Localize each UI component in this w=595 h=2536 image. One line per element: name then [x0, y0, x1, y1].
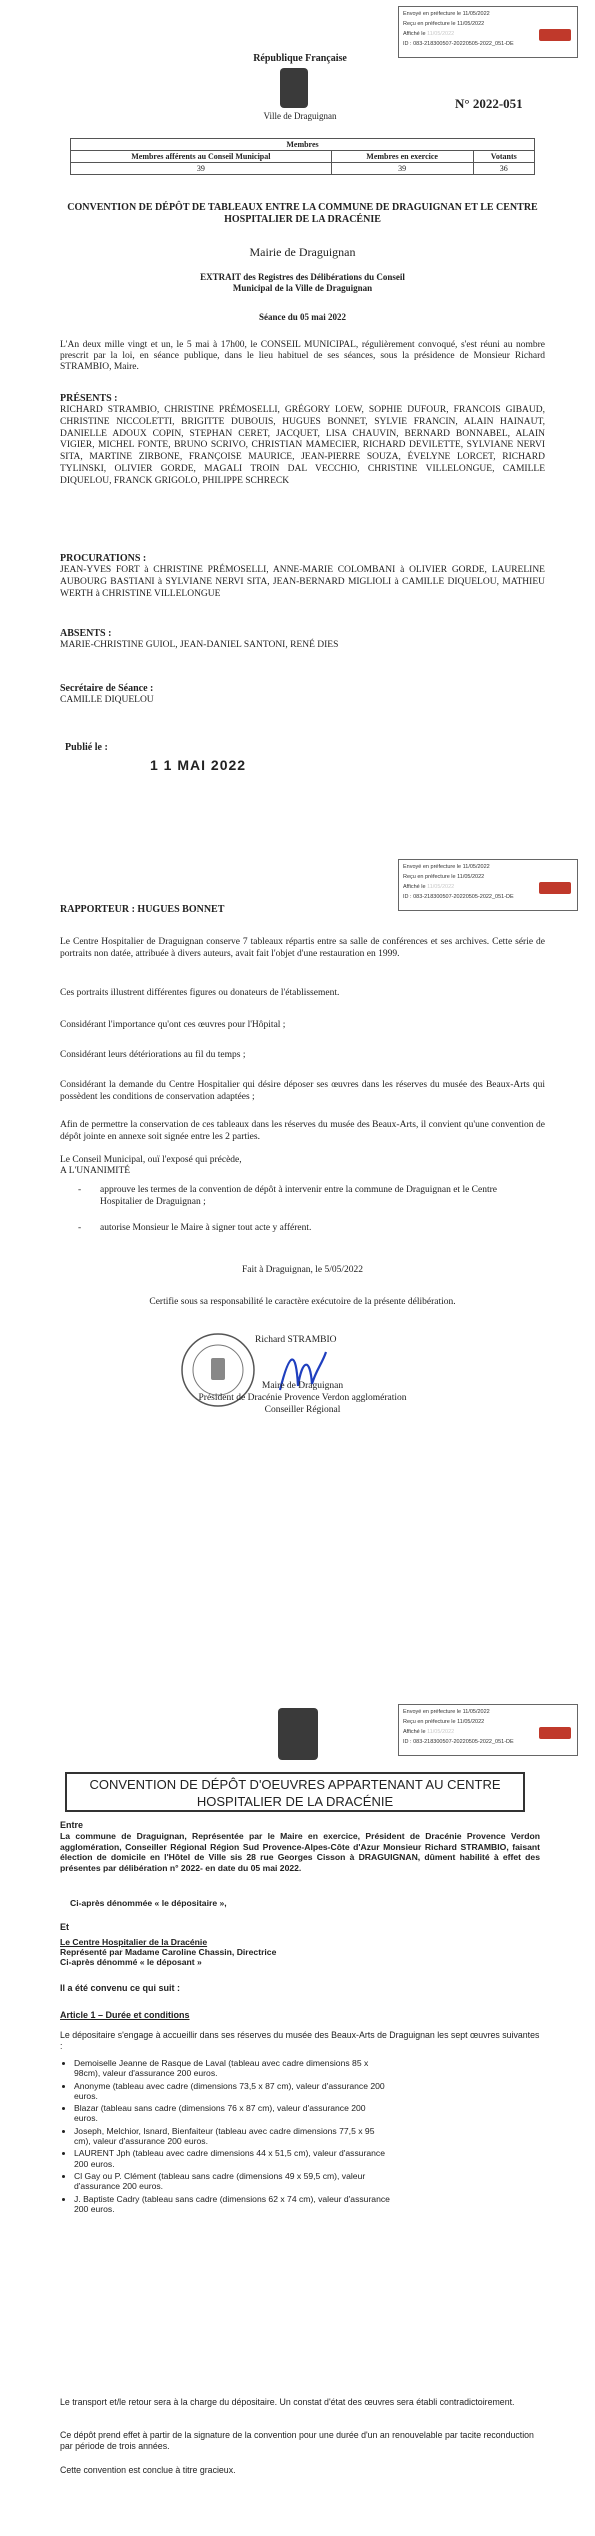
unanimite-label: A L'UNANIMITÉ [60, 1166, 131, 1176]
artwork-item: • LAURENT Jph (tableau avec cadre dimensions 44 x 51,5 cm), valeur d'assurance 200 euros. [74, 2148, 390, 2169]
page-3 [0, 1690, 595, 2535]
et-line-3: Ci-après dénommé « le déposant » [60, 1957, 202, 1967]
stamp-sent: Envoyé en préfecture le 11/05/2022 [403, 11, 490, 17]
gracieux-paragraph: Cette convention est conclue à titre gracieux. [60, 2465, 236, 2475]
stamp-id: ID : 083-218300507-20220505-2022_051-DE [403, 41, 514, 47]
extrait-label: EXTRAIT des Registres des Délibérations du Conseil Municipal de la Ville de Draguignan [200, 272, 405, 293]
paragraph-2: Ces portraits illustrent différentes figures ou donateurs de l'établissement. [60, 988, 340, 998]
stamp-badge-icon [539, 882, 571, 894]
artwork-item: • Demoiselle Jeanne de Rasque de Laval (tableau avec cadre dimensions 85 x 98cm), valeur d'assurance 200 euros. [74, 2058, 390, 2079]
artwork-item: • Blazar (tableau sans cadre (dimensions 76 x 87 cm), valeur d'assurance 200 euros. [74, 2103, 390, 2124]
page-2 [0, 845, 595, 1690]
stamp-sent: Envoyé en préfecture le 11/05/2022 [403, 864, 490, 870]
artwork-item: • Joseph, Melchior, Isnard, Bienfaiteur (tableau avec cadre dimensions 77,5 x 95 cm), valeur d'assurance 200 euros. [74, 2126, 390, 2147]
entre-named: Ci-après dénommée « le dépositaire », [70, 1898, 227, 1908]
page-1 [0, 0, 595, 845]
stamp-badge-icon [539, 1727, 571, 1739]
publie-date-stamp: 1 1 MAI 2022 [150, 757, 247, 773]
signatory-title-1: Maire de Draguignan [261, 1381, 344, 1391]
paragraph-6: Afin de permettre la conservation de ces tableaux dans les réserves du musée des Beaux-Arts, il convient qu'une convention de dépôt jointe en annexe soit signée entre les 2 parties. [60, 1120, 545, 1142]
stamp-received: Reçu en préfecture le 11/05/2022 [403, 1719, 485, 1725]
signatory-title-2: Président de Dracénie Provence Verdon agglomération [198, 1393, 407, 1403]
certifie-line: Certifie sous sa responsabilité le caractère exécutoire de la présente délibération. [149, 1297, 456, 1307]
stamp-id: ID : 083-218300507-20220505-2022_051-DE [403, 894, 514, 900]
publie-label: Publié le : [65, 742, 108, 753]
town-crest-icon [280, 68, 308, 108]
secretaire-label: Secrétaire de Séance : [60, 683, 154, 694]
members-col-exercise: Membres en exercice [331, 151, 473, 163]
article-1-heading: Article 1 – Durée et conditions [60, 2010, 190, 2020]
mairie-label: Mairie de Draguignan [249, 245, 356, 259]
signatory-title-3: Conseiller Régional [264, 1405, 341, 1415]
annex-convention-title: CONVENTION DE DÉPÔT D'OEUVRES APPARTENANT AU CENTRE HOSPITALIER DE LA DRACÉNIE [65, 1772, 525, 1812]
republic-label: République Française [253, 53, 347, 64]
signature-mark [272, 1340, 332, 1400]
stamp-posted: Affiché le 11/05/2022 [403, 884, 455, 890]
town-label: Ville de Draguignan [263, 111, 337, 121]
absents-list: MARIE-CHRISTINE GUIOL, JEAN-DANIEL SANTONI, RENÉ DIES [60, 640, 339, 650]
absents-label: ABSENTS : [60, 628, 112, 639]
entre-label: Entre [60, 1820, 84, 1830]
artwork-item: • J. Baptiste Cadry (tableau sans cadre (dimensions 62 x 74 cm), valeur d'assurance 200 euros. [74, 2194, 390, 2215]
members-val-affer: 39 [71, 163, 332, 175]
town-crest-icon [278, 1708, 318, 1760]
stamp-received: Reçu en préfecture le 11/05/2022 [403, 21, 485, 27]
bullet-1: approuve les termes de la convention de dépôt à intervenir entre la commune de Draguignan et le Centre Hospitalier de Draguignan ; [100, 1185, 498, 1207]
convenu-label: Il a été convenu ce qui suit : [60, 1983, 181, 1993]
presents-list: RICHARD STRAMBIO, CHRISTINE PRÉMOSELLI, GRÉGORY LOEW, SOPHIE DUFOUR, FRANCOIS GIBAUD, CHRISTINE NICCOLETTI, BRIGITTE DUBOUIS, HUGUES BONNET, SYLVIE FRANCIN, ALAIN HAINAUT, DANIELLE ADOUX COPIN, STEPHAN CERET, JACQUET, LISA CHAUVIN, BERNARD BONNABEL, ALAIN VIGIER, MICHEL FONTE, BRUNO SCRIVO, CHRISTIAN MAMECIER, RICHARD DEVILETTE, SYLVIANE NERVI SITA, MARTINE ZIRBONE, FRANÇOISE MAURICE, JEAN-PIERRE SOUZA, ÉVELYNE LORCET, RICHARD TYLINSKI, OLIVIER GORDE, MAGALI TROIN DAL VECCHIO, CHRISTINE VILLELONGUE, CAMILLE DIQUELOU, FRANCK GRIGOLO, PHILIPPE SCHRECK [60, 405, 545, 486]
prefecture-stamp [398, 1704, 578, 1756]
transport-paragraph: Le transport et/le retour sera à la charge du dépositaire. Un constat d'état des œuvres sera établi contradictoirement. [60, 2397, 515, 2407]
fait-line: Fait à Draguignan, le 5/05/2022 [241, 1265, 364, 1275]
et-line-2: Représenté par Madame Caroline Chassin, Directrice [60, 1947, 277, 1957]
depot-paragraph: Ce dépôt prend effet à partir de la signature de la convention pour une durée d'un an renouvelable par tacite reconduction par période de trois années. [60, 2430, 534, 2451]
members-val-votants: 36 [473, 163, 534, 175]
members-val-exercise: 39 [331, 163, 473, 175]
members-header: Membres [71, 139, 535, 151]
stamp-posted: Affiché le 11/05/2022 [403, 31, 455, 37]
procurations-list: JEAN-YVES FORT à CHRISTINE PRÉMOSELLI, ANNE-MARIE COLOMBANI à OLIVIER GORDE, LAURELINE AUBOURG BASTIANI à SYLVIANE NERVI SITA, JEAN-BERNARD MIGLIOLI à CAMILLE DIQUELOU, MATHIEU WERTH à CHRISTINE VILLELONGUE [60, 565, 545, 599]
secretaire-name: CAMILLE DIQUELOU [60, 695, 154, 705]
stamp-received: Reçu en préfecture le 11/05/2022 [403, 874, 485, 880]
deliberation-number: N° 2022-051 [455, 96, 523, 111]
artworks-list [60, 2058, 390, 2216]
article-1-text: Le dépositaire s'engage à accueillir dans ses réserves du musée des Beaux-Arts de Draguignan les sept œuvres suivantes : [60, 2030, 540, 2051]
artwork-item: • Cl Gay ou P. Clément (tableau sans cadre (dimensions 49 x 59,5 cm), valeur d'assurance 200 euros. [74, 2171, 390, 2192]
paragraph-3: Considérant l'importance qu'ont ces œuvres pour l'Hôpital ; [60, 1020, 286, 1030]
stamp-id: ID : 083-218300507-20220505-2022_051-DE [403, 1739, 514, 1745]
entre-text: La commune de Draguignan, Représentée par le Maire en exercice, Président de Dracénie Provence Verdon agglomération, Conseiller Régional Région Sud Provence-Alpes-Côte d'Azur Monsieur Richard STRAMBIO, faisant élection de domicile en l'Hôtel de Ville sis 28 rue Georges Cisson à DRAGUIGNAN, dûment habilité à effet des présentes par délibération n° 2022- en date du 05 mai 2022. [60, 1831, 540, 1873]
members-table [70, 138, 535, 175]
bullet-dash-2: - [78, 1223, 82, 1233]
procurations-label: PROCURATIONS : [60, 553, 147, 564]
et-line-1: Le Centre Hospitalier de la Dracénie [60, 1937, 208, 1947]
bullet-2: autorise Monsieur le Maire à signer tout acte y afférent. [100, 1223, 312, 1233]
stamp-badge-icon [539, 29, 571, 41]
paragraph-1: Le Centre Hospitalier de Draguignan conserve 7 tableaux répartis entre sa salle de conférences et ses archives. Cette série de portraits non datée, attribuée à divers auteurs, avait fait l'objet d'une restauration en 1999. [60, 937, 545, 959]
paragraph-7: Le Conseil Municipal, ouï l'exposé qui précède, [60, 1155, 242, 1165]
seance-date: Séance du 05 mai 2022 [258, 312, 346, 322]
prefecture-stamp [398, 859, 578, 911]
stamp-sent: Envoyé en préfecture le 11/05/2022 [403, 1709, 490, 1715]
paragraph-5: Considérant la demande du Centre Hospitalier qui désire déposer ses œuvres dans les réserves du musée des Beaux-Arts qui possèdent les conditions de conservation adaptées ; [60, 1080, 545, 1102]
paragraph-4: Considérant leurs détériorations au fil du temps ; [60, 1050, 246, 1060]
signatory-name: Richard STRAMBIO [255, 1335, 337, 1345]
presents-label: PRÉSENTS : [60, 393, 118, 404]
stamp-posted: Affiché le 11/05/2022 [403, 1729, 455, 1735]
convention-title: CONVENTION DE DÉPÔT DE TABLEAUX ENTRE LA COMMUNE DE DRAGUIGNAN ET LE CENTRE HOSPITALIER DE LA DRACÉNIE [67, 202, 538, 225]
intro-paragraph: L'An deux mille vingt et un, le 5 mai à 17h00, le CONSEIL MUNICIPAL, régulièrement convoqué, s'est réuni au nombre prescrit par la loi, en séance publique, dans le lieu habituel de ses séances, sous la présidence de Monsieur Richard STRAMBIO, Maire. [60, 340, 545, 372]
rapporteur-label: RAPPORTEUR : HUGUES BONNET [60, 904, 225, 915]
bullet-dash-1: - [78, 1185, 82, 1195]
et-label: Et [60, 1922, 69, 1932]
prefecture-stamp [398, 6, 578, 58]
members-col-affer: Membres afférents au Conseil Municipal [71, 151, 332, 163]
artwork-item: • Anonyme (tableau avec cadre (dimensions 73,5 x 87 cm), valeur d'assurance 200 euros. [74, 2081, 390, 2102]
members-col-votants: Votants [473, 151, 534, 163]
